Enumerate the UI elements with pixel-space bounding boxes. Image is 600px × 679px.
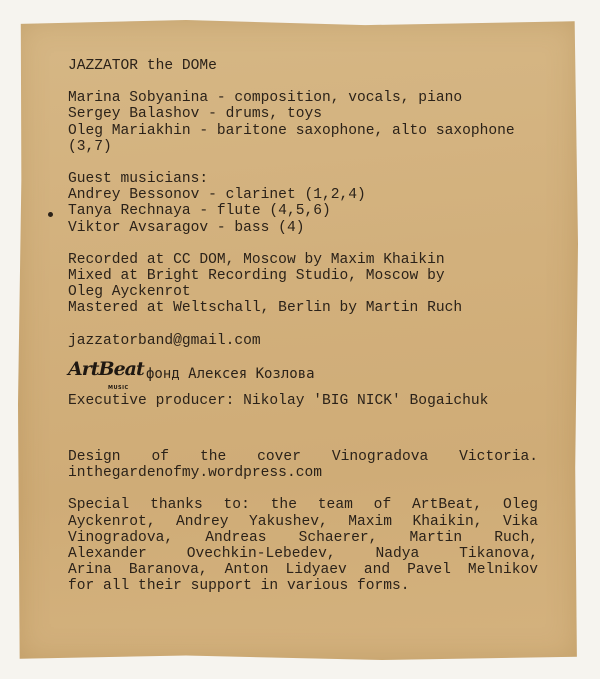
- sponsor-row: [68, 359, 538, 389]
- recording-line: Mastered at Weltschall, Berlin by Martin Ruch: [68, 300, 463, 317]
- thanks-line: Ayckenrot, Andrey Yakushev, Maxim Khaikin, Vika: [68, 513, 538, 530]
- guests-heading: Guest musicians:: [68, 171, 209, 188]
- musician-line: Sergey Balashov - drums, toys: [68, 106, 322, 123]
- artbeat-logo: [68, 357, 144, 391]
- design-credit: Design of the cover Vinogradova Victoria.: [68, 449, 538, 466]
- thanks-line: Alexander Ovechkin-Lebedev, Nadya Tikanova,: [68, 546, 538, 563]
- musician-line: (3,7): [68, 138, 112, 155]
- thanks-line: for all their support in various forms.: [68, 578, 410, 595]
- musician-line: Oleg Mariakhin - baritone saxophone, alto saxophone: [68, 122, 515, 139]
- album-title: JAZZATOR the DOMe: [68, 58, 217, 74]
- recording-line: Oleg Ayckenrot: [68, 284, 191, 301]
- guest-line: Tanya Rechnaya - flute (4,5,6): [68, 203, 331, 220]
- bullet-dot: [48, 212, 53, 217]
- guest-line: Andrey Bessonov - clarinet (1,2,4): [68, 187, 366, 204]
- artbeat-logo-subtext: MUSIC: [108, 384, 129, 391]
- design-website: inthegardenofmy.wordpress.com: [68, 465, 322, 482]
- contact-email: jazzatorband@gmail.com: [68, 332, 261, 349]
- thanks-line: Vinogradova, Andreas Schaerer, Martin Ruch,: [68, 529, 538, 546]
- credits-text: [68, 58, 538, 595]
- recording-line: Mixed at Bright Recording Studio, Moscow by: [68, 268, 445, 285]
- thanks-line: Special thanks to: the team of ArtBeat, Oleg: [68, 497, 538, 514]
- musician-line: Marina Sobyanina - composition, vocals, piano: [68, 90, 463, 107]
- recording-line: Recorded at CC DOM, Moscow by Maxim Khaikin: [68, 251, 445, 268]
- executive-producer: Executive producer: Nikolay 'BIG NICK' Bogaichuk: [68, 392, 489, 409]
- thanks-line: Arina Baranova, Anton Lidyaev and Pavel Melnikov: [68, 562, 538, 579]
- guest-line: Viktor Avsaragov - bass (4): [68, 219, 305, 236]
- fund-text: фонд Алексея Козлова: [146, 365, 315, 382]
- artbeat-logo-text: ArtBeat: [68, 357, 144, 380]
